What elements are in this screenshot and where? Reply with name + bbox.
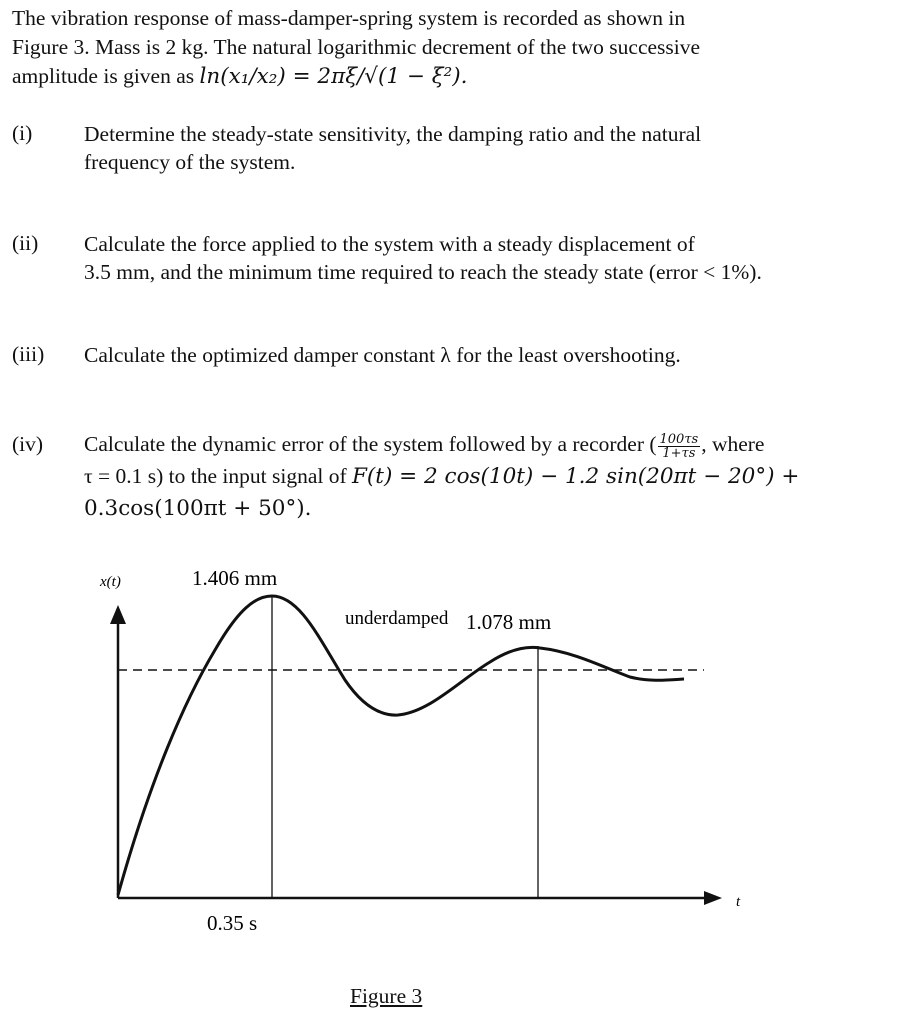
intro-line-2: Figure 3. Mass is 2 kg. The natural logarithmic decrement of the two successive <box>12 35 701 59</box>
question-1-label: (i) <box>12 121 33 145</box>
question-4-line-1-pre: Calculate the dynamic error of the system followed by a recorder ( <box>84 432 657 456</box>
question-1-line-1: Determine the steady-state sensitivity, the damping ratio and the natural <box>84 122 702 146</box>
question-4-line-3: 0.3cos(100πt + 50°). <box>84 496 312 521</box>
intro-line-1: The vibration response of mass-damper-spring system is recorded as shown in <box>12 6 686 30</box>
question-4-line-1-post: , where <box>701 432 765 456</box>
figure-caption: Figure 3 <box>350 984 423 1008</box>
input-signal-formula: F(t) = 2 cos(10t) − 1.2 sin(20πt − 20°) + <box>352 464 800 489</box>
question-2-line-1: Calculate the force applied to the system with a steady displacement of <box>84 232 695 256</box>
question-3-label: (iii) <box>12 342 45 366</box>
question-4-label: (iv) <box>12 432 44 456</box>
frac-denominator: 1+τs <box>662 445 696 461</box>
question-2-line-2: 3.5 mm, and the minimum time required to reach the steady state (error < 1%). <box>84 260 762 284</box>
underdamped-annotation: underdamped <box>345 608 449 629</box>
intro-line-3-text: amplitude is given as <box>12 64 200 88</box>
x-axis-arrowhead <box>704 891 722 905</box>
x-axis-label: t <box>736 894 741 910</box>
question-3-line-1: Calculate the optimized damper constant λ for the least overshooting. <box>84 343 681 367</box>
peak-1-label: 1.406 mm <box>192 566 278 590</box>
time-label: 0.35 s <box>207 911 258 935</box>
question-2-label: (ii) <box>12 231 39 255</box>
log-decrement-formula: ln(x₁/x₂) = 2πξ/√(1 − ξ²). <box>199 64 468 89</box>
y-axis-label: x(t) <box>100 574 121 590</box>
peak-2-label: 1.078 mm <box>466 610 552 634</box>
y-axis-arrowhead <box>110 605 126 624</box>
frac-numerator: 100τs <box>659 431 699 447</box>
response-curve <box>118 596 684 895</box>
question-1-line-2: frequency of the system. <box>84 150 296 174</box>
question-4-line-2-pre: τ = 0.1 s) to the input signal of <box>84 464 352 488</box>
